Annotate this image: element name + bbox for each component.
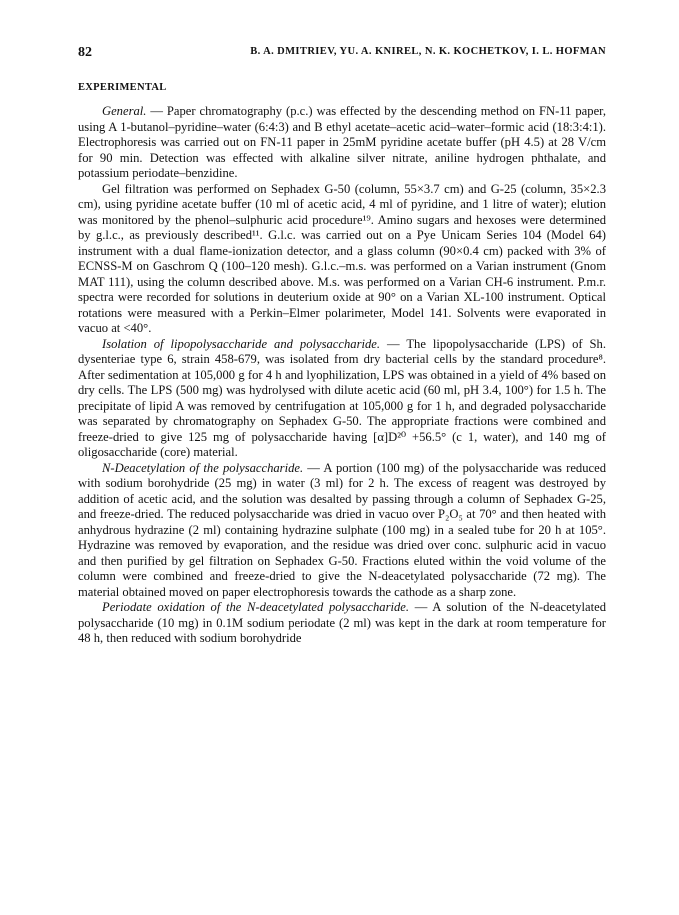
page-header bbox=[78, 45, 606, 65]
paragraph-text: — A solution of the N-deacetylated polysaccharide (10 mg) in 0.1M sodium periodate (2 ml) was kept in the dark at room temperature for 48 h, then reduced with sodium borohydride bbox=[78, 600, 606, 645]
paragraph-text: — A portion (100 mg) of the polysaccharide was reduced with sodium borohydride (25 mg) in water (3 ml) for 2 h. The excess of reagent was destroyed by addition of acetic acid, and the solution was desalted by passing through a column of Sephadex G-25, and freeze-dried. The reduced polysaccharide was dried in vacuo over P₂O₅ at 70° and then heated with anhydrous hydrazine (2 ml) containing hydrazine sulphate (100 mg) in a sealed tube for 20 h at 105°. Hydrazine was removed by evaporation, and the residue was dried over conc. sulphuric acid in vacuo and then purified by gel filtration on Sephadex G-50. Fractions eluted within the void volume of the column were combined and freeze-dried to give the N-deacetylated polysaccharide (72 mg). The material obtained moved on paper electrophoresis towards the cathode as a sharp zone. bbox=[78, 460, 606, 599]
page-number: 82 bbox=[78, 45, 92, 60]
running-head: B. A. DMITRIEV, YU. A. KNIREL, N. K. KOCHETKOV, I. L. HOFMAN bbox=[250, 46, 606, 57]
paragraph-text: — The lipopolysaccharide (LPS) of Sh. dysenteriae type 6, strain 458-679, was isolated from dry bacterial cells by the standard procedure⁸. After sedimentation at 105,000 g for 4 h and lyophilization, LPS was obtained in a yield of 4% based on dry cells. The LPS (500 mg) was hydrolysed with dilute acetic acid (60 ml, pH 3.4, 100°) for 1.5 h. The precipitate of lipid A was removed by centrifugation at 105,000 g for 1 h, and degraded polysaccharide was separated by chromatography on Sephadex G-50. The appropriate fractions were combined and freeze-dried to give 125 mg of polysaccharide having [α]D²⁰ +56.5° (c 1, water), and 140 mg of oligosaccharide (core) material. bbox=[78, 336, 606, 459]
paragraph-isolation bbox=[78, 337, 606, 461]
paragraph-lead: N-Deacetylation of the polysaccharide. bbox=[102, 460, 304, 475]
paragraph-lead: Periodate oxidation of the N-deacetylated polysaccharide. bbox=[102, 600, 410, 614]
paragraph-text: Gel filtration was performed on Sephadex G-50 (column, 55×3.7 cm) and G-25 (column, 35×2.3 cm), using pyridine acetate buffer (10 ml of acetic acid, 4 ml of pyridine, and 1 litre of water); elution was monitored by the phenol–sulphuric acid procedure¹⁹. Amino sugars and hexoses were determined by g.l.c., as previously described¹¹. G.l.c. was carried out on a Pye Unicam Series 104 (Model 64) instrument with a dual flame-ionization detector, and a glass column (90×0.4 cm) packed with 3% of ECNSS-M on Gaschrom Q (100–120 mesh). G.l.c.–m.s. was performed on a Varian instrument (Gnom MAT 111), using the column described above. M.s. was performed on a Varian CH-6 instrument. P.m.r. spectra were recorded for solutions in deuterium oxide at 90° on a Varian XL-100 instrument. Optical rotations were measured with a Perkin–Elmer polarimeter, Model 141. Solvents were evaporated in vacuo at <40°. bbox=[78, 181, 606, 335]
paragraph-gel-filtration bbox=[78, 182, 606, 337]
paragraph-general bbox=[78, 104, 606, 182]
paragraph-lead: Isolation of lipopolysaccharide and polysaccharide. bbox=[102, 336, 381, 351]
paragraph-periodate-oxidation bbox=[78, 600, 606, 647]
section-title: EXPERIMENTAL bbox=[78, 82, 167, 93]
body-text bbox=[78, 104, 606, 647]
paragraph-n-deacetylation bbox=[78, 461, 606, 601]
paragraph-text: — Paper chromatography (p.c.) was effected by the descending method on FN-11 paper, using A 1-butanol–pyridine–water (6:4:3) and B ethyl acetate–acetic acid–water–formic acid (18:3:4:1). Electrophoresis was carried out on FN-11 paper in 25mM pyridine acetate buffer (pH 4.5) at 28 V/cm for 90 min. Detection was effected with alkaline silver nitrate, aniline hydrogen phthalate, and potassium periodate–benzidine. bbox=[78, 104, 606, 180]
paragraph-lead: General. bbox=[102, 104, 147, 118]
